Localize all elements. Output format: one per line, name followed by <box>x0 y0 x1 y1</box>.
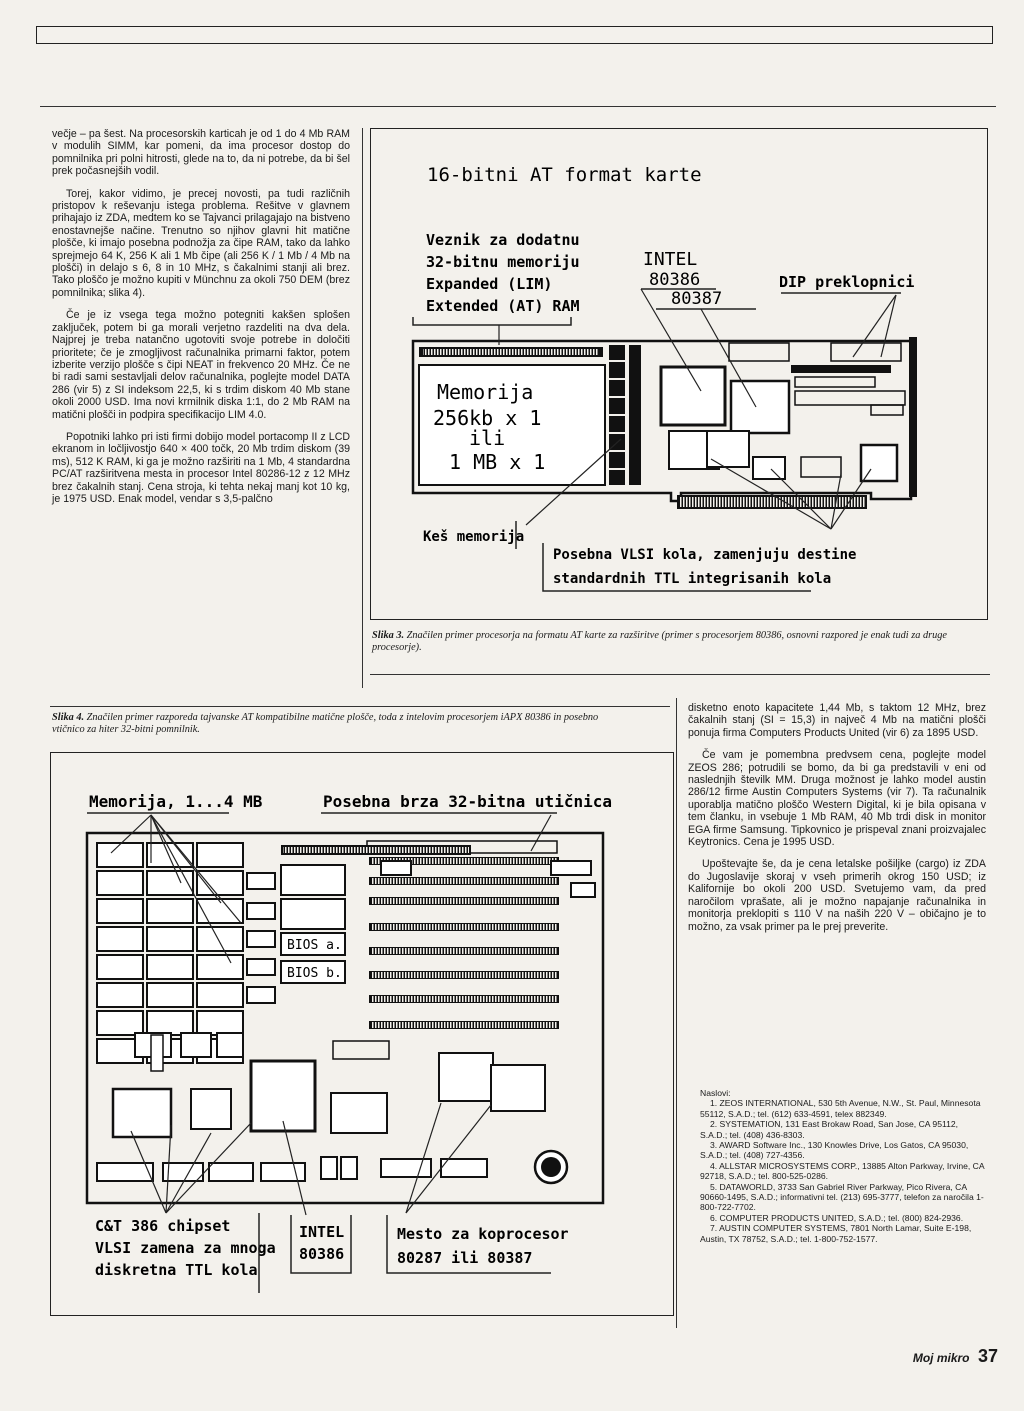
caption-text: Značilen primer razporeda tajvanske AT kompatibilne matične plošče, toda z intelovim procesorjem iAPX 80386 in posebno vtičnico za hiter 32-bitni pomnilnik. <box>52 712 599 735</box>
label-intel-line: 80386 <box>299 1245 345 1263</box>
paragraph: večje – pa šest. Na procesorskih karticah je od 1 do 4 Mb RAM v modulih SIMM, kar pomeni, da ima procesor dostop do pomnilnika pri polni hitrosti, glede na to, da ni potrebe, da bi šel prek počasnejših vodil. <box>52 128 350 178</box>
figure-3-caption <box>372 630 972 654</box>
reference-item: 7. AUSTIN COMPUTER SYSTEMS, 7801 North Lamar, Suite E-198, Austin, TX 78752, S.A.D.; tel. 1-800-752-1577. <box>700 1223 972 1244</box>
caption-label: Slika 3. <box>372 630 405 641</box>
label-bios-b: BIOS b. <box>287 966 342 981</box>
right-column-divider <box>676 698 677 1328</box>
label-intel-line: INTEL <box>299 1223 345 1241</box>
caption-label: Slika 4. <box>52 712 85 723</box>
paragraph: Če je iz vsega tega možno potegniti kakšen splošen zaključek, potem bi ga morali verjetno razdeliti na dva dela. Najprej je treba natančno ugotoviti svoje potrebe in določiti prioritete; če je zmogljivost računalnika primarni faktor, potem izberite verzijo plošče s čipi NEAT in frekvenco 20 MHz. Če ne bi radi sami sestavljali delov računalnika, poglejte model DATA 286 (vir 5) z SI indeksom 22,5, ki s trdim diskom 40 Mb stane okoli 2000 USD. Ima novi krmilnik diska 1:1, do 2 Mb RAM na matični plošči in podpira specifikacijo LIM 4.0. <box>52 309 350 421</box>
figure-3-drawing <box>371 129 987 619</box>
label-coproc-line: 80287 ili 80387 <box>397 1249 533 1267</box>
mid-rule <box>370 674 990 675</box>
references <box>700 1088 986 1244</box>
memory-box-line: 256kb x 1 <box>433 406 542 430</box>
memory-box-line: 1 MB x 1 <box>449 450 546 474</box>
label-memory: Memorija, 1...4 MB <box>89 792 263 811</box>
label-expansion-line: Veznik za dodatnu <box>426 231 580 249</box>
reference-item: 3. AWARD Software Inc., 130 Knowles Drive, Los Gatos, CA 95030, S.A.D.; tel. (408) 727-4356. <box>700 1140 969 1161</box>
page-header-box <box>36 26 993 44</box>
label-chipset-line: diskretna TTL kola <box>95 1261 258 1279</box>
label-vlsi-line: Posebna VLSI kola, zamenjuju destine <box>553 547 857 563</box>
reference-item: 5. DATAWORLD, 3733 San Gabriel River Parkway, Pico Rivera, CA 90660-1495, S.A.D.; informativni tel. (213) 695-3777, telefon za naročila 1-800-722-7702. <box>700 1181 984 1213</box>
paragraph: Popotniki lahko pri isti firmi dobijo model portacomp II z LCD ekranom in ločljivostjo 640 × 400 točk, 20 Mb trdim diskom (39 ms), 512 K RAM, ki ga je možno razširiti na 1 Mb, 4 standardna PC/AT razširitvena mesta in procesor Intel 80286-12 z 12 MHz brez čakalnih stanj. Cena stroja, ki tehta nekaj manj kot 10 kg, je 1975 USD. Enak model, vendar s 3,5-palčno <box>52 430 350 505</box>
label-80387: 80387 <box>671 289 723 309</box>
reference-item: 2. SYSTEMATION, 131 East Brokaw Road, San Jose, CA 95112, S.A.D.; tel. (408) 436-8303. <box>700 1119 959 1140</box>
footer <box>913 1346 998 1367</box>
page-number: 37 <box>977 1346 998 1366</box>
label-cache: Keš memorija <box>423 529 525 545</box>
memory-box-line: Memorija <box>437 380 534 404</box>
label-80386: 80386 <box>649 270 701 290</box>
figure-3 <box>370 128 988 620</box>
label-slot: Posebna brza 32-bitna utičnica <box>323 792 612 811</box>
label-dip: DIP preklopnici <box>779 273 915 291</box>
label-chipset-line: VLSI zamena za mnoga <box>95 1239 276 1257</box>
figure-4-drawing <box>51 753 673 1315</box>
label-expansion-line: Expanded (LIM) <box>426 275 553 293</box>
figure-4-caption <box>52 712 612 736</box>
paragraph: Upoštevajte še, da je cena letalske pošiljke (cargo) iz ZDA do Jugoslavije skoraj v vseh primerih okrog 150 USD; iz Kalifornije bo okoli 200 USD. Svetujemo vam, da pred naročilom vprašate, ali je možno napajanje računalnika in monitorja preklopiti s 110 V na naših 220 V – običajno je to možno, za vsak primer pa le prej preverite. <box>688 858 986 933</box>
fig4-rule <box>50 706 670 707</box>
label-bios-a: BIOS a. <box>287 938 342 953</box>
figure-4 <box>50 752 674 1316</box>
label-expansion-line: Extended (AT) RAM <box>426 297 580 315</box>
label-intel: INTEL <box>643 249 698 270</box>
right-column <box>688 702 986 943</box>
paragraph: disketno enoto kapacitete 1,44 Mb, s taktom 12 MHz, brez čakalnih stanj (SI = 15,3) in največ 4 Mb na matični plošči ponuja firma Computers Products United (vir 6) za 1895 USD. <box>688 702 986 739</box>
label-chipset-line: C&T 386 chipset <box>95 1217 231 1235</box>
figure-3-title: 16-bitni AT format karte <box>427 164 702 186</box>
magazine-name: Moj mikro <box>912 1351 970 1365</box>
column-divider <box>362 128 363 688</box>
reference-item: 4. ALLSTAR MICROSYSTEMS CORP., 13885 Alton Parkway, Irvine, CA 92718, S.A.D.; tel. 800-525-0286. <box>700 1160 985 1182</box>
reference-item: 6. COMPUTER PRODUCTS UNITED, S.A.D.; tel. (800) 824-2936. <box>710 1212 964 1223</box>
paragraph: Torej, kakor vidimo, je precej novosti, pa tudi različnih pristopov k reševanju istega problema. Rešitve v glavnem prihajajo iz ZDA, medtem ko se Tajvanci prilagajajo na bistveno enostavnejše načine. Trenutno so njihov glavni hit matične plošče, ki imajo posebna podnožja za čipe RAM, tako da lahko sprejmejo 64 K, 256 K ali 1 Mb čipe (ali 256 K / 1 Mb / 4 Mb na plošči) in delajo s 6, 8 in 10 MHz, s čakalnimi stanji ali brez. Tako ploščo je možno kupiti v Münchnu za okoli 750 DEM (brez pomnilnika; slika 4). <box>52 187 350 299</box>
references-heading: Naslovi: <box>700 1088 731 1098</box>
reference-item: 1. ZEOS INTERNATIONAL, 530 5th Avenue, N.W., St. Paul, Minnesota 55112, S.A.D.; tel. (612) 633-4591, telex 882349. <box>700 1098 981 1119</box>
caption-text: Značilen primer procesorja na formatu AT karte za razširitve (primer s procesorjem 80386, osnovni razpored je enak tudi za druge procesorje). <box>372 630 947 653</box>
label-vlsi-line: standardnih TTL integrisanih kola <box>553 571 832 587</box>
left-column <box>52 128 350 515</box>
label-expansion-line: 32-bitnu memoriju <box>426 253 580 271</box>
top-rule <box>40 106 996 107</box>
label-coproc-line: Mesto za koprocesor <box>397 1225 569 1243</box>
memory-box-line: ili <box>469 426 506 450</box>
paragraph: Če vam je pomembna predvsem cena, poglejte model ZEOS 286; potrudili se bomo, da bi ga predstavili v eni od naslednjih številk MM. Druga možnost je lahko model austin 286/12 firme Austin Computers Systems (vir 7). Ta računalnik uporablja matično ploščo Western Digital, ki je bila opisana v tem članku, in vsebuje 1 Mb RAM, 40 Mb trdi disk in monitor EGA firme Samsung. Tipkovnico je prispeval znani proizvajalec Keytronics. Cena je 1995 USD. <box>688 749 986 849</box>
